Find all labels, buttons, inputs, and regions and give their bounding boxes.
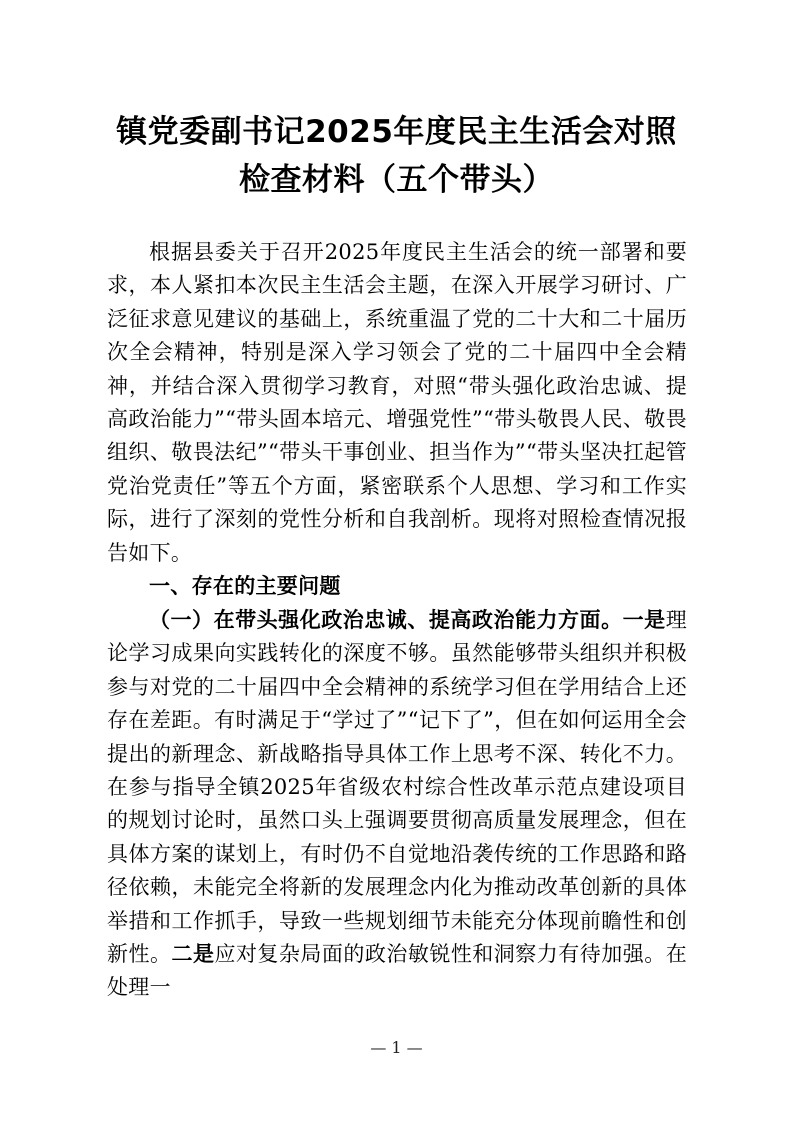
subsection-1 [107, 604, 687, 1005]
title-line-2: 检查材料（五个带头） [239, 162, 554, 198]
title-line-1: 镇党委副书记2025年度民主生活会对照 [116, 114, 677, 150]
section-1 [107, 570, 687, 603]
intro-section [107, 236, 687, 570]
document-title [100, 108, 693, 204]
point-1-label: 一是 [622, 608, 666, 632]
subsection-1-heading: （一）在带头强化政治忠诚、提高政治能力方面。 [149, 608, 623, 632]
section-1-heading: 一、存在的主要问题 [149, 574, 341, 598]
point-2-label: 二是 [171, 942, 215, 967]
point-1-text: 理论学习成果向实践转化的深度不够。虽然能够带头组织并积极参与对党的二十届四中全会精神的系统学习但在学用结合上还存在差距。有时满足于“学过了”“记下了”，但在如何运用全会提出的新理念、新战略指导具体工作上思考不深、转化不力。在参与指导全镇2025年省级农村综合性改革示范点建设项目的规划讨论时，虽然口头上强调要贯彻高质量发展理念，但在具体方案的谋划上，有时仍不自觉地沿袭传统的工作思路和路径依赖，未能完全将新的发展理念内化为推动改革创新的具体举措和工作抓手，导致一些规划细节未能充分体现前瞻性和创新性。 [107, 608, 687, 967]
subsection-1-paragraph [107, 604, 687, 1005]
page-number: — 1 — [370, 1038, 423, 1057]
intro-paragraph: 根据县委关于召开2025年度民主生活会的统一部署和要求，本人紧扣本次民主生活会主题，在深入开展学习研讨、广泛征求意见建议的基础上，系统重温了党的二十大和二十届历次全会精神，特别是深入学习领会了党的二十届四中全会精神，并结合深入贯彻学习教育，对照“带头强化政治忠诚、提高政治能力”“带头固本培元、增强党性”“带头敬畏人民、敬畏组织、敬畏法纪”“带头干事创业、担当作为”“带头坚决扛起管党治党责任”等五个方面，紧密联系个人思想、学习和工作实际，进行了深刻的党性分析和自我剖析。现将对照检查情况报告如下。 [107, 240, 687, 565]
point-2-text: 应对复杂局面的政治敏锐性和洞察力有待加强。在处理一 [107, 942, 687, 1000]
